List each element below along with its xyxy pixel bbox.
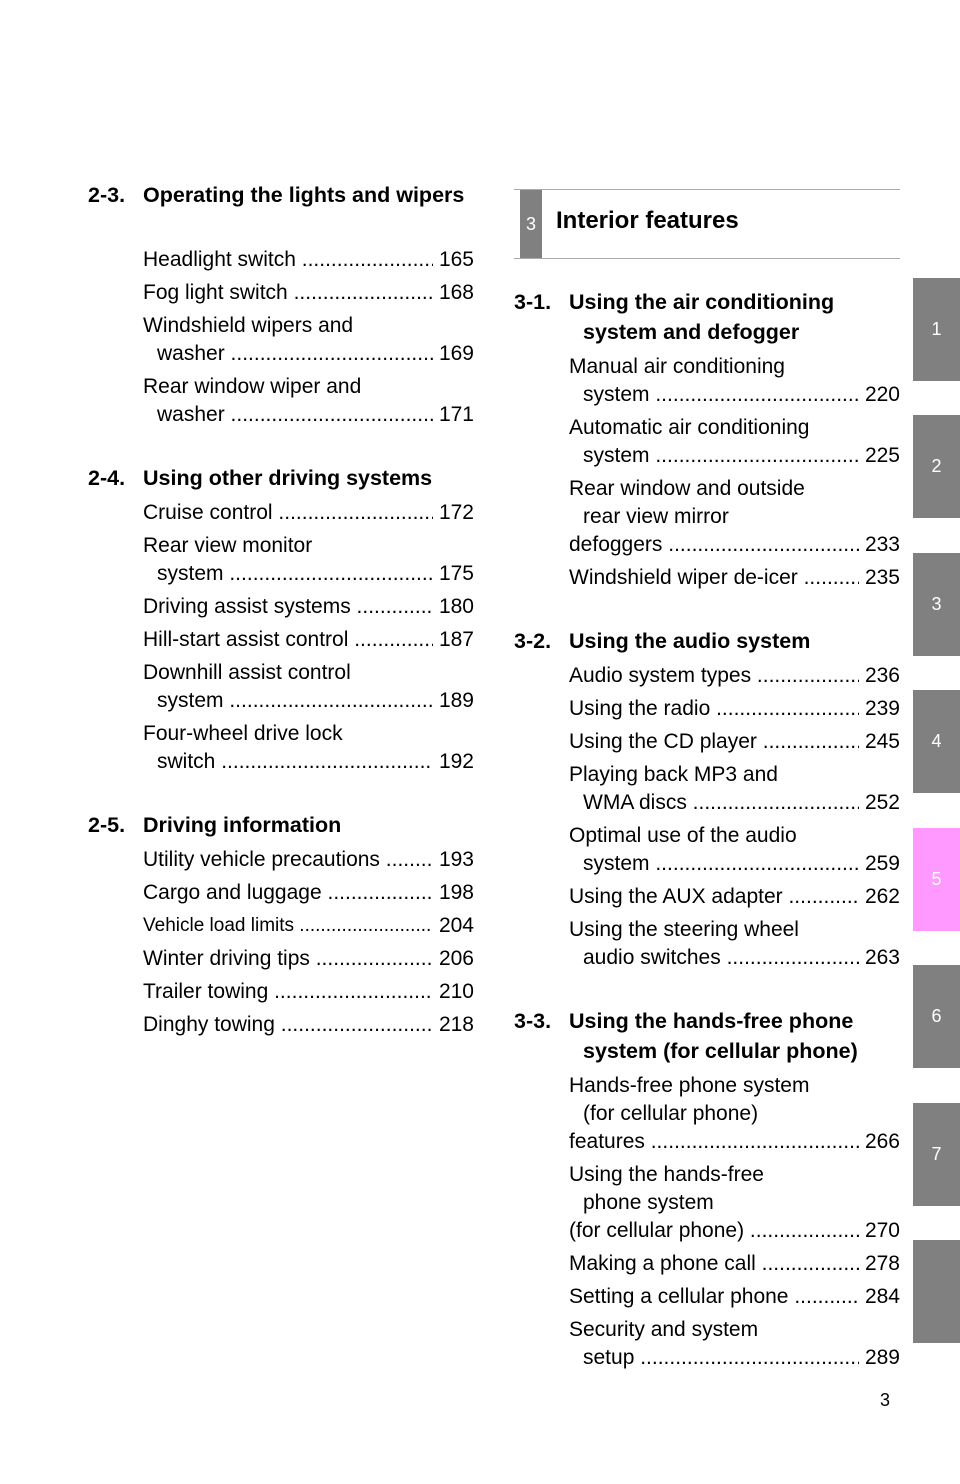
toc-entry-text: Security and system bbox=[569, 1318, 759, 1341]
chapter-tab-5[interactable] bbox=[913, 828, 960, 931]
toc-entry-text: system ..... bbox=[143, 687, 474, 715]
toc-entry[interactable] bbox=[143, 373, 474, 429]
chapter-tab-1[interactable] bbox=[913, 278, 960, 381]
toc-entry[interactable] bbox=[569, 1161, 900, 1245]
toc-entry[interactable] bbox=[569, 1072, 900, 1156]
toc-entry-text: (for cellular phone) bbox=[583, 1102, 759, 1125]
toc-page-number: 180 bbox=[433, 593, 474, 621]
toc-page-number: 233 bbox=[859, 531, 900, 559]
toc-entry-text: washer ..... bbox=[143, 401, 474, 429]
toc-entry-text: Setting a cellular phone ..... bbox=[569, 1283, 900, 1311]
chapter-header bbox=[514, 189, 900, 259]
toc-page-number: 278 bbox=[859, 1250, 900, 1278]
toc-entry[interactable] bbox=[569, 1250, 900, 1278]
toc-entry-text: Utility vehicle precautions ..... bbox=[143, 846, 474, 874]
chapter-tab-label: 7 bbox=[931, 1144, 942, 1164]
toc-entry-text: (for cellular phone) ..... bbox=[569, 1217, 900, 1245]
toc-page-number: 189 bbox=[433, 687, 474, 715]
toc-entry[interactable] bbox=[569, 761, 900, 817]
toc-entry[interactable] bbox=[143, 720, 474, 776]
toc-entry-text: Windshield wiper de-icer ..... bbox=[569, 564, 900, 592]
toc-page-number: 236 bbox=[859, 662, 900, 690]
toc-page-number: 225 bbox=[859, 442, 900, 470]
toc-page-number: 172 bbox=[433, 499, 474, 527]
toc-entry-text: Using the CD player ..... bbox=[569, 728, 900, 756]
toc-page-number: 165 bbox=[433, 246, 474, 274]
toc-entry[interactable] bbox=[143, 312, 474, 368]
toc-entry[interactable] bbox=[569, 353, 900, 409]
toc-entry-text: Manual air conditioning bbox=[569, 355, 785, 378]
toc-entry[interactable] bbox=[143, 246, 474, 274]
chapter-tab-4[interactable] bbox=[913, 690, 960, 793]
toc-page-number: 252 bbox=[859, 789, 900, 817]
toc-entry-text: Fog light switch ..... bbox=[143, 279, 474, 307]
section-number: 3-2. bbox=[514, 629, 552, 653]
chapter-tab-label: 1 bbox=[931, 319, 942, 339]
toc-page-number: 259 bbox=[859, 850, 900, 878]
toc-entry-text: Dinghy towing ..... bbox=[143, 1011, 474, 1039]
toc-entry[interactable] bbox=[569, 1316, 900, 1372]
chapter-tab-label: 2 bbox=[931, 456, 942, 476]
toc-entry-text: phone system bbox=[583, 1191, 714, 1214]
toc-page-number: 245 bbox=[859, 728, 900, 756]
toc-entry[interactable] bbox=[143, 499, 474, 527]
toc-entry[interactable] bbox=[143, 846, 474, 874]
chapter-tab-label: 3 bbox=[931, 594, 942, 614]
chapter-tab-7[interactable] bbox=[913, 1103, 960, 1206]
toc-entry-text: Rear window and outside bbox=[569, 477, 805, 500]
toc-page-number: 262 bbox=[859, 883, 900, 911]
toc-page-number: 187 bbox=[433, 626, 474, 654]
chapter-number-box: 3 bbox=[520, 190, 542, 258]
chapter-tab-label: 5 bbox=[931, 869, 942, 889]
section-title: Using the hands-free phone system (for cellular phone) bbox=[569, 1009, 858, 1063]
toc-page-number: 218 bbox=[433, 1011, 474, 1039]
toc-entry-text: Making a phone call ..... bbox=[569, 1250, 900, 1278]
toc-entry-text: setup ..... bbox=[569, 1344, 900, 1372]
toc-entry-text: audio switches ..... bbox=[569, 944, 900, 972]
toc-entry[interactable] bbox=[143, 1011, 474, 1039]
toc-entry-text: Playing back MP3 and bbox=[569, 763, 778, 786]
section-number: 2-3. bbox=[88, 183, 126, 207]
section-title: Using other driving systems bbox=[143, 466, 433, 490]
toc-entry[interactable] bbox=[569, 695, 900, 723]
toc-page-number: 220 bbox=[859, 381, 900, 409]
toc-entry-text: Windshield wipers and bbox=[143, 314, 354, 337]
toc-entry-text: Automatic air conditioning bbox=[569, 416, 810, 439]
chapter-tab-6[interactable] bbox=[913, 965, 960, 1068]
toc-page-number: 210 bbox=[433, 978, 474, 1006]
toc-page-number: 239 bbox=[859, 695, 900, 723]
toc-entry[interactable] bbox=[143, 626, 474, 654]
toc-page-number: 206 bbox=[433, 945, 474, 973]
toc-entry-text: system ..... bbox=[143, 560, 474, 588]
section-title: Using the audio system bbox=[569, 629, 811, 653]
toc-entry-text: Using the steering wheel bbox=[569, 918, 799, 941]
toc-page-number: 168 bbox=[433, 279, 474, 307]
section-number: 2-5. bbox=[88, 813, 126, 837]
toc-entry-text: Trailer towing ..... bbox=[143, 978, 474, 1006]
toc-entry-text: Four-wheel drive lock bbox=[143, 722, 343, 745]
section-number: 2-4. bbox=[88, 466, 126, 490]
toc-entry[interactable] bbox=[569, 728, 900, 756]
toc-entry[interactable] bbox=[569, 1283, 900, 1311]
chapter-tab-3[interactable] bbox=[913, 553, 960, 656]
toc-entry[interactable] bbox=[569, 662, 900, 690]
toc-entry[interactable] bbox=[143, 532, 474, 588]
toc-entry-text: Driving assist systems ..... bbox=[143, 593, 474, 621]
toc-entry-text: rear view mirror bbox=[583, 505, 729, 528]
chapter-tab-2[interactable] bbox=[913, 415, 960, 518]
toc-entry[interactable] bbox=[143, 978, 474, 1006]
toc-entry-text: system ..... bbox=[569, 381, 900, 409]
toc-entry-text: system ..... bbox=[569, 442, 900, 470]
toc-entry[interactable] bbox=[569, 883, 900, 911]
toc-entry[interactable] bbox=[143, 879, 474, 907]
toc-page-number: 193 bbox=[433, 846, 474, 874]
toc-entry[interactable] bbox=[143, 912, 474, 940]
toc-entry-text: Winter driving tips ..... bbox=[143, 945, 474, 973]
toc-entry[interactable] bbox=[569, 564, 900, 592]
toc-entry-text: Headlight switch ..... bbox=[143, 246, 474, 274]
toc-page-number: 263 bbox=[859, 944, 900, 972]
toc-entry-text: Downhill assist control bbox=[143, 661, 351, 684]
section-title: Driving information bbox=[143, 813, 342, 837]
toc-entry-text: Hill-start assist control ..... bbox=[143, 626, 474, 654]
toc-page-number: 289 bbox=[859, 1344, 900, 1372]
toc-entry[interactable] bbox=[143, 659, 474, 715]
toc-page-number: 198 bbox=[433, 879, 474, 907]
section-title: Using the air conditioning system and defogger bbox=[569, 290, 835, 344]
toc-entry-text: Hands-free phone system bbox=[569, 1074, 810, 1097]
toc-entry-text: Using the hands-free bbox=[569, 1163, 764, 1186]
chapter-tab-index[interactable] bbox=[913, 1240, 960, 1343]
toc-entry-text: switch ..... bbox=[143, 748, 474, 776]
toc-entry-text: Rear view monitor bbox=[143, 534, 313, 557]
toc-entry[interactable] bbox=[143, 593, 474, 621]
toc-page-number: 171 bbox=[433, 401, 474, 429]
section-title: Operating the lights and wipers bbox=[143, 183, 465, 207]
toc-entry-text: Rear window wiper and bbox=[143, 375, 362, 398]
toc-entry-text: WMA discs ..... bbox=[569, 789, 900, 817]
toc-entry-text: Audio system types ..... bbox=[569, 662, 900, 690]
toc-entry[interactable] bbox=[569, 414, 900, 470]
section-number: 3-1. bbox=[514, 290, 552, 314]
toc-entry[interactable] bbox=[569, 916, 900, 972]
page-number: 3 bbox=[880, 1390, 891, 1410]
toc-page-number: 175 bbox=[433, 560, 474, 588]
chapter-tab-label: 6 bbox=[931, 1006, 942, 1026]
toc-page-number: 270 bbox=[859, 1217, 900, 1245]
toc-page-number: 192 bbox=[433, 748, 474, 776]
toc-entry-text: Optimal use of the audio bbox=[569, 824, 797, 847]
toc-entry-text: Using the radio ..... bbox=[569, 695, 900, 723]
section-number: 3-3. bbox=[514, 1009, 552, 1033]
toc-page-number: 169 bbox=[433, 340, 474, 368]
toc-entry-text: Cruise control ..... bbox=[143, 499, 474, 527]
toc-entry-text: washer ..... bbox=[143, 340, 474, 368]
toc-entry-text: defoggers ..... bbox=[569, 531, 900, 559]
toc-page-number: 204 bbox=[433, 912, 474, 940]
toc-entry-text: system ..... bbox=[569, 850, 900, 878]
chapter-title: Interior features bbox=[556, 207, 739, 234]
toc-entry[interactable] bbox=[569, 822, 900, 878]
chapter-tab-label: 4 bbox=[931, 731, 942, 751]
toc-entry-text: Vehicle load limits ..... bbox=[143, 912, 474, 940]
toc-page-number: 284 bbox=[859, 1283, 900, 1311]
toc-entry[interactable] bbox=[143, 279, 474, 307]
toc-page-number: 266 bbox=[859, 1128, 900, 1156]
toc-entry[interactable] bbox=[569, 475, 900, 559]
toc-page-number: 235 bbox=[859, 564, 900, 592]
toc-entry-text: Cargo and luggage ..... bbox=[143, 879, 474, 907]
toc-entry-text: features ..... bbox=[569, 1128, 900, 1156]
toc-entry-text: Using the AUX adapter ..... bbox=[569, 883, 900, 911]
toc-entry[interactable] bbox=[143, 945, 474, 973]
